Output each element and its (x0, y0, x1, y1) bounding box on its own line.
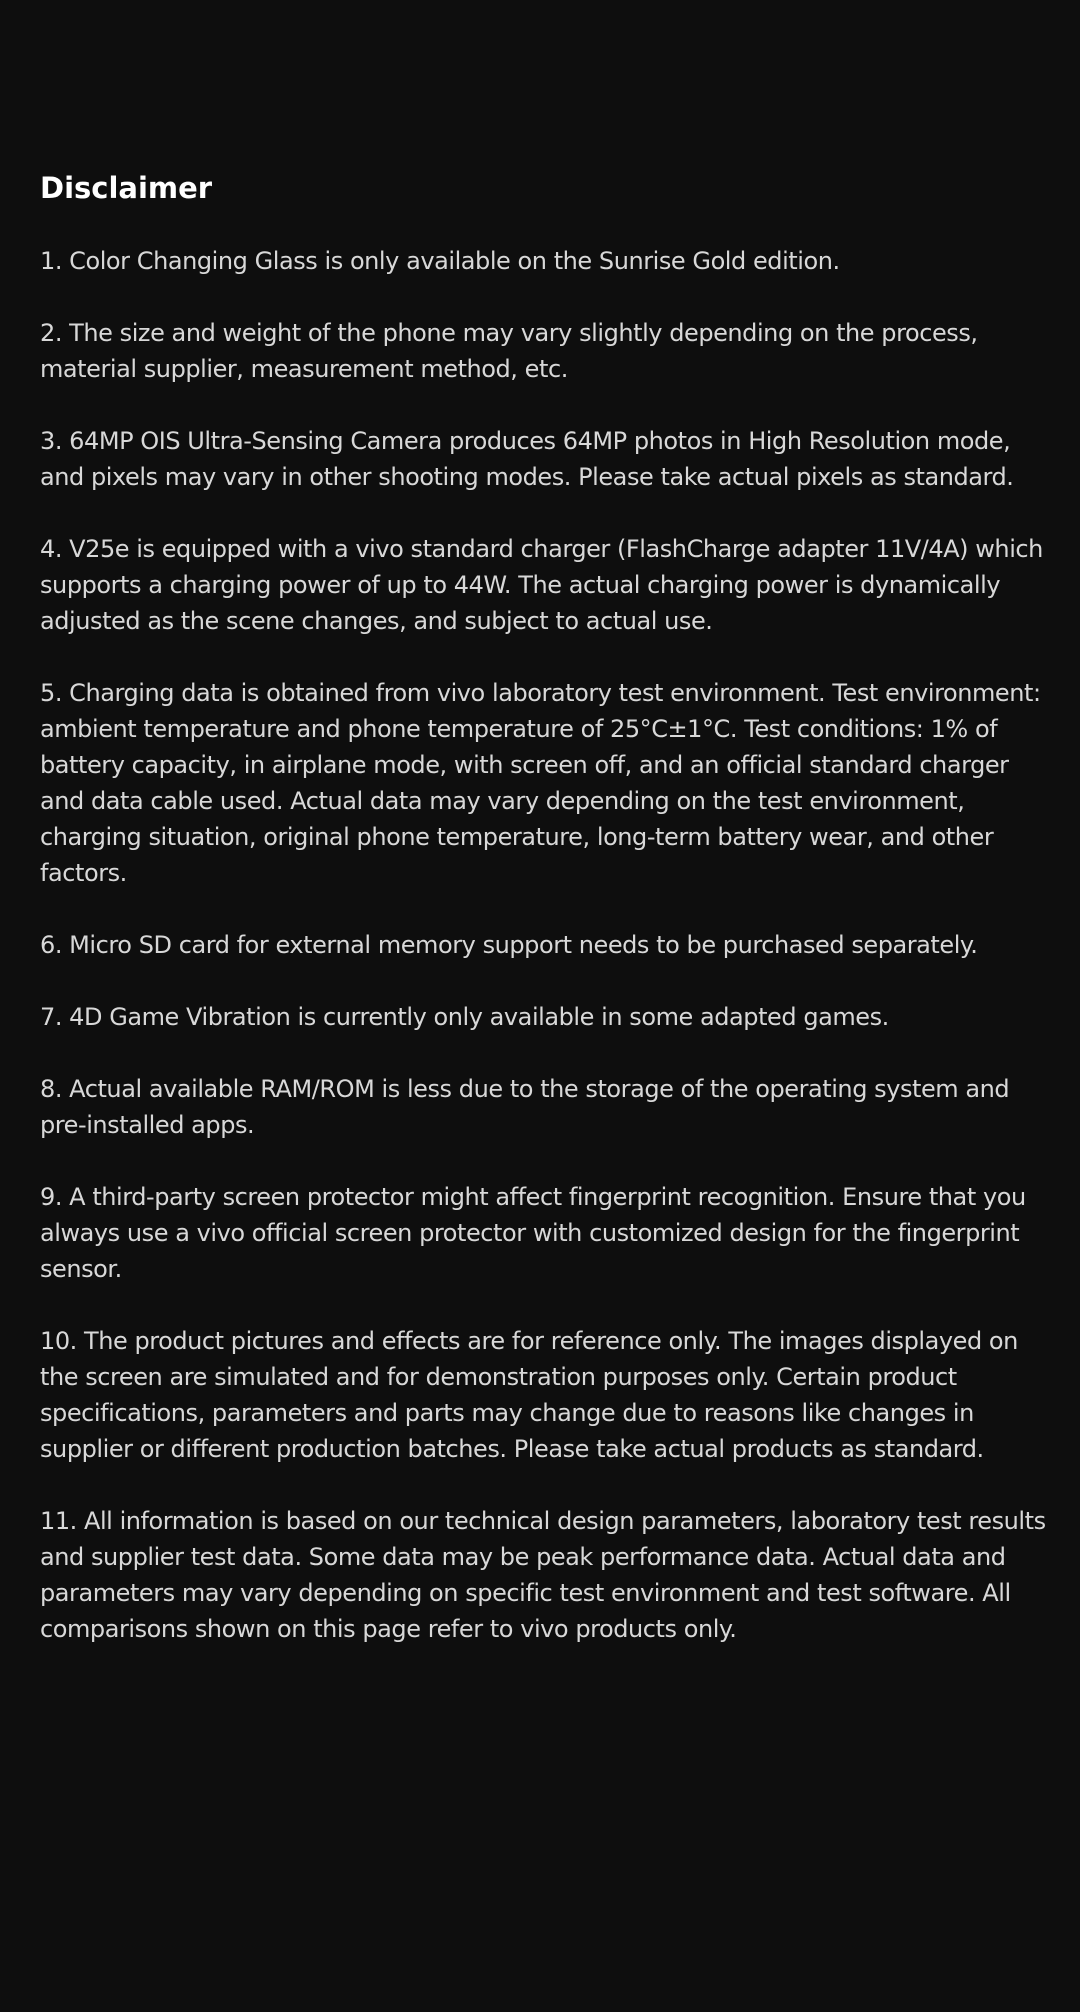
disclaimer-item-10: 10. The product pictures and effects are for reference only. The images displayed on the screen are simulated and for demonstration purposes only. Certain product specifications, parameters and parts may change due to reasons like changes in supplier or different production batches. Please take actual products as standard. (40, 1327, 1018, 1463)
disclaimer-item-8: 8. Actual available RAM/ROM is less due to the storage of the operating system and pre-installed apps. (40, 1075, 1010, 1139)
disclaimer-item-11: 11. All information is based on our technical design parameters, laboratory test results and supplier test data. Some data may be peak performance data. Actual data and parameters may vary depending on specific test environment and test software. All comparisons shown on this page refer to vivo products only. (40, 1507, 1046, 1643)
disclaimer-item-4: 4. V25e is equipped with a vivo standard charger (FlashCharge adapter 11V/4A) which supports a charging power of up to 44W. The actual charging power is dynamically adjusted as the scene changes, and subject to actual use. (40, 535, 1043, 635)
disclaimer-item-7: 7. 4D Game Vibration is currently only available in some adapted games. (40, 1003, 889, 1031)
disclaimer-item-5: 5. Charging data is obtained from vivo laboratory test environment. Test environment: ambient temperature and phone temperature of 25°C±1°C. Test conditions: 1% of battery capacity, in airplane mode, with screen off, and an official standard charger and data cable used. Actual data may vary depending on the test environment, charging situation, original phone temperature, long-term battery wear, and other factors. (40, 679, 1041, 887)
disclaimer-title: Disclaimer (40, 171, 213, 205)
disclaimer-item-3: 3. 64MP OIS Ultra-Sensing Camera produces 64MP photos in High Resolution mode, and pixels may vary in other shooting modes. Please take actual pixels as standard. (40, 427, 1014, 491)
disclaimer-item-9: 9. A third-party screen protector might affect fingerprint recognition. Ensure that you always use a vivo official screen protector with customized design for the fingerprint sensor. (40, 1183, 1026, 1283)
disclaimer-item-1: 1. Color Changing Glass is only available on the Sunrise Gold edition. (40, 247, 840, 275)
disclaimer-item-2: 2. The size and weight of the phone may vary slightly depending on the process, material supplier, measurement method, etc. (40, 319, 978, 383)
disclaimer-section (40, 168, 1050, 1683)
disclaimer-item-6: 6. Micro SD card for external memory support needs to be purchased separately. (40, 931, 978, 959)
